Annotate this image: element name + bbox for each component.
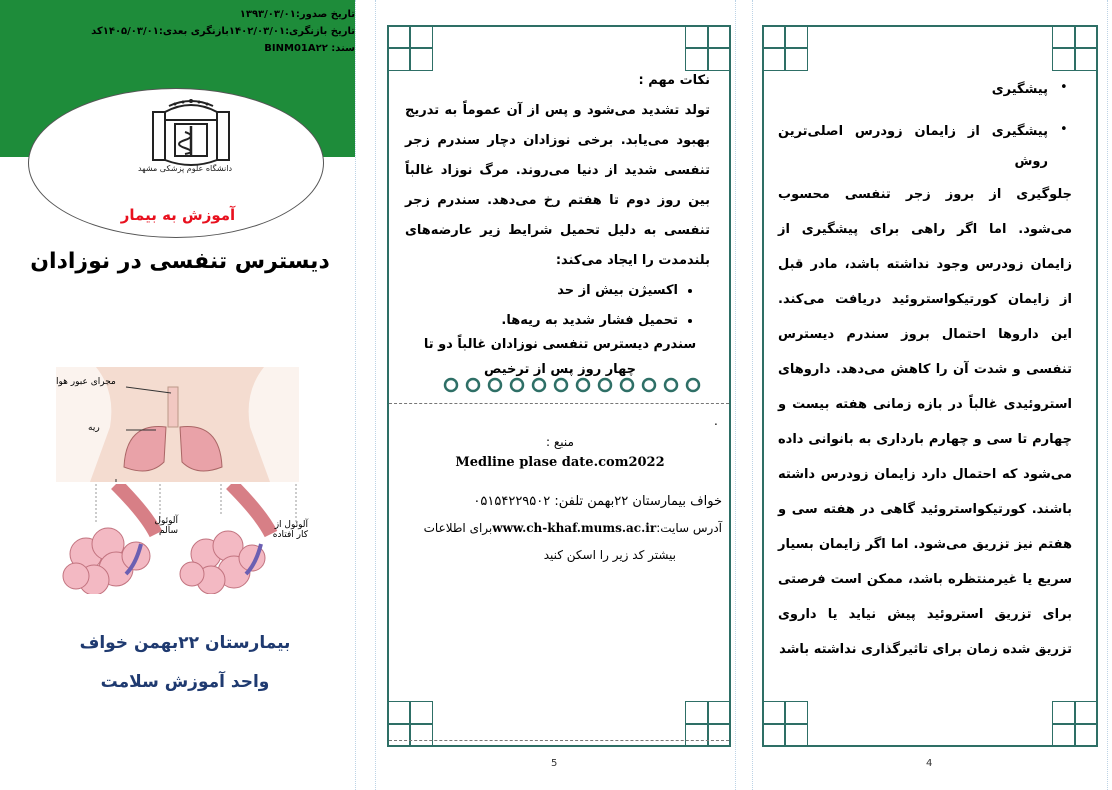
frame-corner-icon [762,701,808,747]
document-meta [35,6,355,57]
bullet-icon: • [1060,80,1068,95]
unit-name: واحد آموزش سلامت [100,672,270,692]
contact-scan: بیشتر کد زیر را اسکن کنید [543,548,676,562]
frame-corner-icon [685,25,731,71]
anatomy-illustration [56,367,299,482]
patient-education-label: آموزش به بیمار [120,206,236,224]
site-suffix: برای اطلاعات [423,521,493,535]
issue-date: تاریخ صدور:۱۳۹۳/۰۳/۰۱ [239,9,355,20]
airway-label: مجرای عبور هوا [56,377,116,387]
source-label: منبع : [546,435,574,449]
prevention-paragraph: جلوگیری از بروز زجر تنفسی محسوب می‌شود. اما اگر راهی برای پیشگیری از زایمان زودرس وجود نداشته باشد، مادر قبل از زایمان کورتیکواستروئید دریافت می‌کند. این داروها احتمال بروز سندرم دیسترس تنفسی و شدت آن را کاهش می‌دهد. داروهای استروئیدی غالباً در بازه زمانی هفته بیست و چهارم تا سی و چهارم بارداری به بانوانی داده می‌شود که احتمال دارد زایمان زودرس داشته باشند. کورتیکواستروئید گاهی در هفته سی و هفتم نیز تزریق می‌شود. اما اگر زایمان بسیار سریع یا غیرمنتظره باشد، ممکن است فرصتی برای تزریق استروئید پیش نیاید یا داروی تزریق شده زمان برای تاثیرگذاری نداشته باشد [778,187,1072,657]
frame-corner-icon [762,25,808,71]
page-number: 5 [551,758,558,769]
frame-corner-icon [387,25,433,71]
notes-paragraph: تولد تشدید می‌شود و پس از آن عموماً به تدریج بهبود می‌یابد. برخی نوزادان دچار سندرم زجر تنفسی شدید از دنیا می‌روند. مرگ نوزاد غالباً بین روز دوم تا هفتم رخ می‌دهد. سندرم زجر تنفسی به دلیل تحمیل شرایط زیر عارضه‌های بلندمدت را ایجاد می‌کند: [405,103,710,268]
section-divider [389,740,729,741]
page-guide [1107,0,1108,790]
complications-list [405,276,710,336]
site-url[interactable]: www.ch-khaf.mums.ac.ir [492,521,657,535]
healthy-alveolus-label: آلوئول سالم [154,516,178,536]
source-value: Medline plase date.com2022 [455,455,665,470]
page-number: 4 [926,758,933,769]
contact-info [400,488,722,569]
prevention-lead: پیشگیری از زایمان زودرس اصلی‌ترین روش [778,124,1048,169]
review-date: تاریخ بازنگری:۱۴۰۲/۰۳/۰۱بازنگری بعدی:۱۴۰۵/۰۳/۰۱کد [91,26,355,37]
bullet-icon: • [1060,122,1068,137]
page-guide [752,0,753,790]
site-prefix: آدرس سایت: [656,521,722,535]
list-item: • اکسیژن بیش از حد [405,276,678,306]
important-notes [405,66,710,336]
alveoli-illustration [56,484,311,594]
frame-corner-icon [1052,25,1098,71]
section-divider [389,403,729,404]
summary-text: سندرم دیسترس تنفسی نوزادان غالباً دو تا چهار روز پس از ترخیص [423,337,697,377]
frame-corner-icon [1052,701,1098,747]
contact-site [400,515,722,542]
university-logo-icon [145,98,237,194]
page-guide [355,0,356,790]
source-dot: . [714,414,718,428]
contact-phone: خواف بیمارستان ۲۲بهمن تلفن: ۰۵۱۵۴۲۲۹۵۰۲ [473,494,722,509]
lung-label: ریه [88,423,100,433]
document-code: سند: BINM01A۲۲ [264,43,355,54]
ornament-icon [443,375,708,395]
notes-heading: نکات مهم : [638,73,710,88]
collapsed-alveolus-label: آلوئول از کار افتاده [272,520,308,540]
hospital-name: بیمارستان ۲۲بهمن خواف [79,633,291,653]
page-guide [375,0,376,790]
prevention-section [778,75,1072,667]
list-item: • تحمیل فشار شدید به ریه‌ها. [405,306,678,336]
logo-caption: دانشگاه علوم پزشکی مشهد [137,164,233,173]
page-title: دیسترس تنفسی در نوزادان [30,249,330,274]
page-guide [735,0,736,790]
prevention-heading: پیشگیری [991,82,1048,97]
